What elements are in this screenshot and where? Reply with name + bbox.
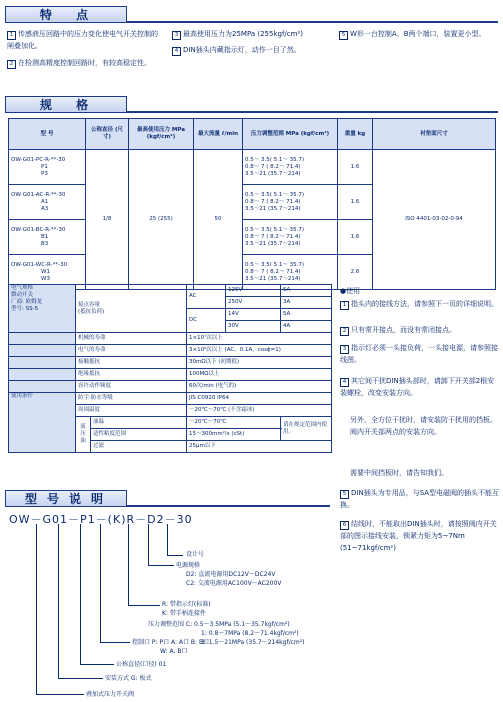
model-name: OW-G01-WC-R-**-30	[11, 261, 68, 268]
title-underline	[127, 21, 498, 23]
model-code-section-title	[5, 490, 330, 507]
valve-type: 叠加式压力开关阀	[86, 691, 135, 698]
range-cell	[243, 185, 338, 220]
feature-number: 5	[339, 31, 348, 40]
voltage: 250V	[226, 297, 281, 309]
connector-line	[36, 694, 84, 695]
note-text: 其它间干扰DIN插头部时，请卸下开关部2根安装螺栓，改变安装方向。	[340, 377, 495, 397]
note-text: 只有常开接点，而没有常闭接点。	[351, 326, 456, 334]
note-item-5	[340, 487, 500, 511]
connector-line	[167, 555, 183, 556]
connector-line	[36, 524, 37, 694]
model-code-title: 型号说明	[5, 490, 127, 507]
connector-line	[128, 524, 129, 605]
spec-row	[9, 150, 496, 185]
connector-line	[100, 642, 130, 643]
range-line: 0.5～ 3.5( 5.1～ 35.7)	[245, 191, 305, 198]
control-port: 控制口 P: P口 A: A口 B: B口	[132, 639, 210, 646]
range-line: 0.5～ 3.5( 5.1～ 35.7)	[245, 156, 305, 163]
current: 5A	[281, 285, 332, 297]
elec-item-value: 60次/min (电气的)	[187, 381, 332, 393]
range-cell	[243, 150, 338, 185]
elec-item-value: 1×10⁷次以上	[187, 333, 332, 345]
range-cell	[243, 220, 338, 255]
range-line: 0.8～ 7 ( 8.2～ 71.4)	[245, 268, 301, 275]
pressure-range-3: 3: 1.5～21MPa (35.7～214kgf/cm²)	[201, 639, 305, 646]
feature-text: 在检测高精度控制回路时，有较高稳定性。	[18, 59, 151, 67]
use-item-key: 防尘·防水等级	[76, 393, 187, 405]
feature-item-5	[339, 28, 497, 40]
feature-number: 4	[172, 47, 181, 56]
notes-header: ●使用	[340, 287, 361, 295]
header-gasket: 衬垫面尺寸	[373, 119, 496, 150]
title-underline	[127, 111, 498, 113]
use-item-key: 周围温度	[76, 405, 187, 417]
connector-line	[58, 678, 103, 679]
range-line: 0.5～ 3.5( 5.1～ 35.7)	[245, 226, 305, 233]
fluid-value: 25μm以下	[187, 441, 332, 453]
weight-cell: 1.6	[338, 220, 373, 255]
connector-line	[148, 565, 174, 566]
range-line: 0.5～ 3.5( 5.1～ 35.7)	[245, 261, 305, 268]
model-name: OW-G01-AC-R-**-30	[11, 191, 66, 198]
use-item-value: JIS C0920 IP64	[187, 393, 332, 405]
note-item-2	[340, 324, 500, 336]
model-sub: B1	[41, 233, 49, 240]
design-number-label: 设计号	[186, 551, 205, 558]
connector-line	[167, 524, 168, 555]
feature-text: W形一台控制A，B两个端口，装置更小型。	[350, 30, 486, 38]
diameter-cell: 1/8	[86, 150, 129, 290]
header-range: 压力调整范围 MPa (kgf/cm²)	[243, 119, 338, 150]
fluid-label: 液压油	[76, 417, 91, 453]
connector-line	[80, 524, 81, 664]
feature-number: 1	[7, 31, 16, 40]
title-underline	[127, 505, 330, 507]
model-sub: A3	[41, 205, 49, 212]
spec-header-row	[9, 119, 496, 150]
specs-section-title	[5, 96, 498, 113]
note-text: 指示灯必须一头接负荷，一头接电源，请参照接线图。	[340, 344, 498, 364]
header-flow: 最大流量 ℓ/min	[194, 119, 243, 150]
range-line: 0.8～ 7 ( 8.2～ 71.4)	[245, 163, 301, 170]
range-line: 3.5～21 (35.7～214)	[245, 170, 301, 177]
connector-line	[58, 524, 59, 678]
nominal-diameter: 公称直径(口径) 01	[116, 661, 167, 668]
voltage: 14V	[226, 309, 281, 321]
model-sub: A1	[41, 198, 49, 205]
model-sub: B3	[41, 240, 49, 247]
current: 5A	[281, 309, 332, 321]
features-title: 特 点	[5, 6, 127, 23]
note-text: 指头内的接线方法，请参照下一页的详细说明。	[351, 300, 498, 308]
model-name: OW-G01-BC-R-**-30	[11, 226, 66, 233]
indicator-r: R: 带指示灯(标准)	[162, 601, 211, 608]
note-text: 结线时，不能取出DIN插头时，请按照阀内开关部的图示接线安装，锁紧力矩为5~7Nm (51~71kgf/cm²)	[340, 520, 497, 552]
fluid-key: 过滤	[91, 441, 187, 453]
note-item-1	[340, 298, 500, 310]
weight-cell: 1.6	[338, 185, 373, 220]
feature-item-3	[172, 28, 327, 40]
model-sub: W3	[41, 275, 50, 282]
range-line: 3.5～21 (35.7～214)	[245, 275, 301, 282]
note-item-6	[340, 518, 500, 554]
features-section-title	[5, 6, 498, 23]
feature-number: 3	[172, 31, 181, 40]
indicator-k: K: 带手柄连接件	[162, 610, 206, 617]
elec-spec-label: 电气规格 微动开关 厂商: 欧姆龙 型号: SS-5	[9, 285, 76, 333]
fluid-value: 15～300mm²/s (cSt)	[187, 429, 281, 441]
voltage: 125V	[226, 285, 281, 297]
fluid-key: 适性粘度范围	[91, 429, 187, 441]
weight-cell: 2.6	[338, 255, 373, 290]
power-c2: C2: 交流电源用AC100V～AC200V	[186, 580, 282, 587]
feature-text: DIN插头内藏指示灯，动作一目了然。	[183, 46, 301, 54]
contact-label: 接点容量 (抵抗负荷)	[76, 285, 187, 333]
feature-item-1	[7, 28, 162, 52]
connector-line	[100, 524, 101, 642]
feature-text: 传感液压回路中的压力变化使电气开关控制的闸叠加化。	[7, 30, 158, 50]
elec-item-key: 电气的寿命	[76, 345, 187, 357]
feature-text: 最高使用压力为25MPa (255kgf/cm²)	[183, 30, 303, 38]
model-sub: P1	[41, 163, 48, 170]
use-item-value: －20℃～70℃ (不含霜冰)	[187, 405, 332, 417]
gasket-cell: ISO 4401-03-02-0-94	[373, 150, 496, 290]
mounting-type: 安装方式 G: 板式	[105, 675, 152, 682]
elec-item-value: 100MΩ以上	[187, 369, 332, 381]
electrical-table	[8, 284, 332, 453]
pressure-range-1: 1: 0.8～7MPa (8.2～71.4kgf/cm²)	[201, 630, 299, 637]
range-line: 3.5～21 (35.7～214)	[245, 205, 301, 212]
note-text: DIN插头为专用品，与SA型电磁阀的插头不能互换。	[340, 489, 500, 509]
model-name: OW-G01-PC-R-**-30	[11, 156, 66, 163]
fluid-note: 请在规定范围内使用。	[281, 417, 332, 441]
note-item-4	[340, 375, 500, 399]
model-cell	[9, 185, 86, 220]
connector-line	[80, 664, 114, 665]
range-line: 0.8～ 7 ( 8.2～ 71.4)	[245, 233, 301, 240]
note-number: 5	[340, 490, 349, 499]
connector-line	[128, 605, 160, 606]
header-pressure: 最高使用压力 MPa (kgf/cm²)	[129, 119, 194, 150]
spec-table	[8, 118, 496, 290]
voltage: 30V	[226, 321, 281, 333]
elec-item-key: 容许动作频度	[76, 381, 187, 393]
note-item-4b: 另外，全方位干扰时，请安装防干扰用的挡板。阀内开关部两点的安装方向。	[350, 416, 497, 436]
range-line: 0.8～ 7 ( 8.2～ 71.4)	[245, 198, 301, 205]
feature-number: 2	[7, 60, 16, 69]
ac-label: AC	[187, 285, 226, 309]
fluid-key: 油温	[91, 417, 187, 429]
note-number: 4	[340, 378, 349, 387]
flow-cell: 50	[194, 150, 243, 290]
note-number: 1	[340, 301, 349, 310]
elec-item-value: 3×10⁵次以上 (AC、0.1A、cosϕ=1)	[187, 345, 332, 357]
elec-item-key: 机械的寿命	[76, 333, 187, 345]
model-cell	[9, 150, 86, 185]
pressure-cell: 25 (255)	[129, 150, 194, 290]
note-item-4c: 需要中间挡板时，请告知我们。	[350, 469, 448, 477]
use-label: 使用条件	[9, 393, 76, 453]
fluid-value: －20℃～70℃	[187, 417, 281, 429]
current: 4A	[281, 321, 332, 333]
note-item-3	[340, 342, 500, 366]
note-number: 3	[340, 345, 349, 354]
model-code-string: OW－G01－P1－(K)R－D2－30	[9, 513, 193, 526]
power-label: 电源规格	[176, 562, 201, 569]
connector-line	[148, 524, 149, 565]
specs-title: 规 格	[5, 96, 127, 113]
header-weight: 重量 kg	[338, 119, 373, 150]
control-port-w: W: A, B口	[160, 648, 188, 655]
power-d2: D2: 直流电源用DC12V～DC24V	[186, 571, 276, 578]
weight-cell: 1.6	[338, 150, 373, 185]
note-number: 2	[340, 327, 349, 336]
header-diameter: 公称直径 (尺寸)	[86, 119, 129, 150]
feature-item-4	[172, 44, 327, 56]
elec-item-value: 30mΩ以下 (初期值)	[187, 357, 332, 369]
elec-item-key: 接触抵抗	[76, 357, 187, 369]
current: 3A	[281, 297, 332, 309]
feature-item-2	[7, 57, 162, 69]
elec-item-key: 绝缘抵抗	[76, 369, 187, 381]
pressure-range-c: 压力调整范围 C: 0.5～3.5MPa (5.1～35.7kgf/cm²)	[148, 621, 290, 628]
dc-label: DC	[187, 309, 226, 333]
header-model: 型 号	[9, 119, 86, 150]
model-sub: W1	[41, 268, 50, 275]
model-sub: P3	[41, 170, 48, 177]
range-line: 3.5～21 (35.7～214)	[245, 240, 301, 247]
note-number: 6	[340, 521, 349, 530]
model-cell	[9, 220, 86, 255]
